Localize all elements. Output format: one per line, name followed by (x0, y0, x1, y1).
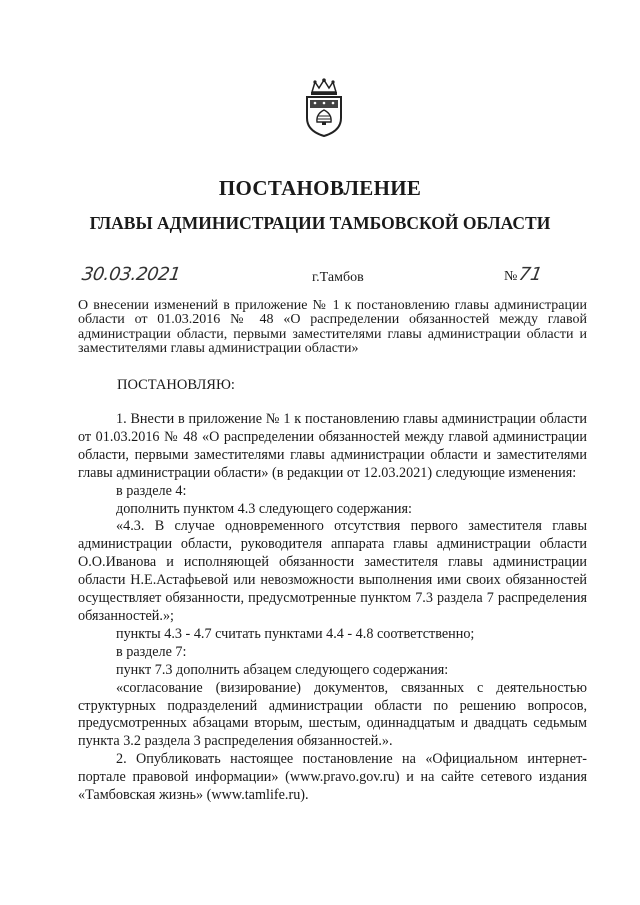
paragraph-4: «4.3. В случае одновременного отсутствия первого заместителя главы администрации области, руководителя аппарата главы администрации области О.О.Иванова и исполняющей обязанности заместителя главы администрации области Н.Е.Астафьевой или невозможности выполнения ими своих обязанностей осуществляет обязанности, предусмотренные пунктом 7.3 раздела 7 распределения обязанностей.»; (78, 518, 587, 624)
coat-of-arms-icon (303, 78, 345, 138)
paragraph-9: 2. Опубликовать настоящее постановление на «Официальном интернет-портале правовой информации» (www.pravo.gov.ru) и на сайте сетевого издания «Тамбовская жизнь» (www.tamlife.ru). (78, 751, 587, 804)
paragraph-2: в разделе 4: (116, 482, 187, 499)
document-subject: О внесении изменений в приложение № 1 к постановлению главы администрации области от 01.03.2016 № 48 «О распределении обязанностей между главой администрации области, первыми заместителями главы администрации области и заместителями главы администрации области» (78, 298, 587, 357)
decree-word: ПОСТАНОВЛЯЮ: (117, 377, 235, 393)
document-city: г.Тамбов (312, 270, 364, 285)
document-number (504, 264, 545, 285)
document-date: 30.03.2021 (80, 264, 182, 285)
paragraph-8: «согласование (визирование) документов, связанных с деятельностью структурных подразделений администрации области по решению вопросов, предусмотренных абзацами вторым, шестым, одиннадцатым и двадцать седьмым пункта 3.2 раздела 3 распределения обязанностей.». (78, 679, 587, 750)
paragraph-1: 1. Внести в приложение № 1 к постановлению главы администрации области от 01.03.2016 № 48 «О распределении обязанностей между главой администрации области, первыми заместителями главы администрации области и заместителями главы администрации области» (в редакции от 12.03.2021) следующие изменения: (78, 411, 587, 481)
number-prefix: № (504, 269, 518, 284)
document-body (78, 411, 587, 805)
document-title: ПОСТАНОВЛЕНИЕ (218, 176, 422, 200)
document-subtitle: ГЛАВЫ АДМИНИСТРАЦИИ ТАМБОВСКОЙ ОБЛАСТИ (89, 213, 551, 233)
paragraph-7: пункт 7.3 дополнить абзацем следующего содержания: (116, 661, 449, 678)
paragraph-3: дополнить пунктом 4.3 следующего содержания: (116, 500, 412, 517)
number-value: 71 (517, 264, 545, 285)
paragraph-6: в разделе 7: (116, 643, 187, 660)
paragraph-5: пункты 4.3 - 4.7 считать пунктами 4.4 - 4.8 соответственно; (116, 625, 475, 642)
